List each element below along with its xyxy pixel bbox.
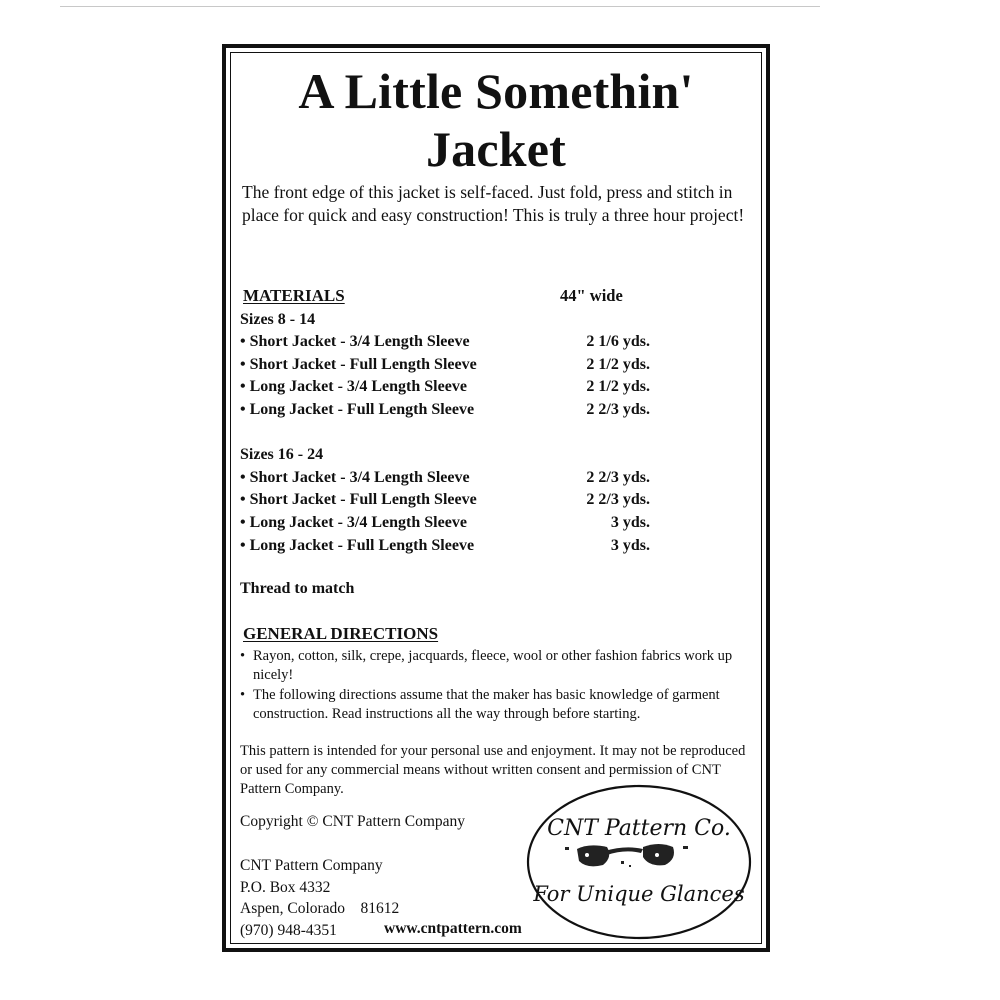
address-line: P.O. Box 4332 [240, 878, 331, 896]
material-row-label: • Long Jacket - Full Length Sleeve [240, 537, 475, 554]
material-row-amount: 2 2/3 yds. [586, 491, 650, 508]
material-row-label: • Long Jacket - 3/4 Length Sleeve [240, 514, 467, 531]
material-row-label: • Long Jacket - Full Length Sleeve [240, 401, 475, 418]
fabric-width-header: 44" wide [560, 286, 623, 305]
material-row-amount: 2 2/3 yds. [586, 469, 650, 486]
material-row-label: • Short Jacket - 3/4 Length Sleeve [240, 469, 470, 486]
logo-oval [528, 786, 750, 938]
material-row [240, 333, 660, 356]
material-row-amount: 2 1/6 yds. [586, 333, 650, 350]
material-row-amount: 3 yds. [610, 537, 650, 554]
material-row-label: • Short Jacket - 3/4 Length Sleeve [240, 333, 470, 350]
material-row-label: • Long Jacket - 3/4 Length Sleeve [240, 378, 467, 395]
material-row-label: • Short Jacket - Full Length Sleeve [240, 356, 477, 373]
material-row [240, 378, 660, 401]
intro-paragraph: The front edge of this jacket is self-faced. Just fold, press and stitch in place for quick and easy construction! This is truly a three hour project! [242, 182, 745, 225]
title-line-1: A Little Somethin' [298, 63, 694, 119]
copyright-line: Copyright © CNT Pattern Company [240, 813, 466, 830]
material-row [240, 514, 660, 537]
material-row [240, 537, 660, 560]
address-line: CNT Pattern Company [240, 857, 383, 874]
scan-edge-line [60, 6, 820, 7]
pattern-title [230, 62, 762, 178]
material-row-label: • Short Jacket - Full Length Sleeve [240, 491, 477, 508]
material-row-amount: 2 1/2 yds. [586, 378, 650, 395]
general-directions-heading: GENERAL DIRECTIONS [243, 624, 439, 643]
material-row [240, 356, 660, 379]
bullet-dot: • [240, 687, 246, 703]
website-link[interactable]: www.cntpattern.com [384, 920, 522, 937]
direction-bullet [240, 647, 750, 685]
thread-note: Thread to match [240, 580, 355, 597]
material-row [240, 491, 660, 514]
direction-text: Rayon, cotton, silk, crepe, jacquards, fleece, wool or other fashion fabrics work up nicely! [253, 648, 733, 683]
usage-notice: This pattern is intended for your personal use and enjoyment. It may not be reproduced or used for any commercial means without written consent and permission of CNT Pattern Company. [240, 743, 746, 797]
material-row [240, 469, 660, 492]
material-row-amount: 2 2/3 yds. [586, 401, 650, 418]
size-group-label: Sizes 16 - 24 [240, 446, 324, 463]
material-row-amount: 3 yds. [610, 514, 650, 531]
bullet-dot: • [240, 648, 246, 664]
company-logo [525, 783, 753, 941]
logo-top-text: CNT Pattern Co. [547, 816, 731, 841]
title-line-2: Jacket [425, 121, 567, 177]
address-line: Aspen, Colorado 81612 [240, 900, 400, 917]
phone-number: (970) 948-4351 [240, 921, 337, 939]
direction-text: The following directions assume that the maker has basic knowledge of garment construction. Read instructions all the way through before starting. [253, 687, 720, 722]
direction-bullet [240, 686, 750, 724]
logo-bottom-text: For Unique Glances [533, 882, 745, 906]
material-row-amount: 2 1/2 yds. [586, 356, 650, 373]
company-address [240, 855, 399, 941]
materials-heading: MATERIALS [243, 286, 345, 305]
material-row [240, 401, 660, 424]
logo-graphic [525, 783, 753, 941]
size-group-label: Sizes 8 - 14 [240, 311, 316, 328]
